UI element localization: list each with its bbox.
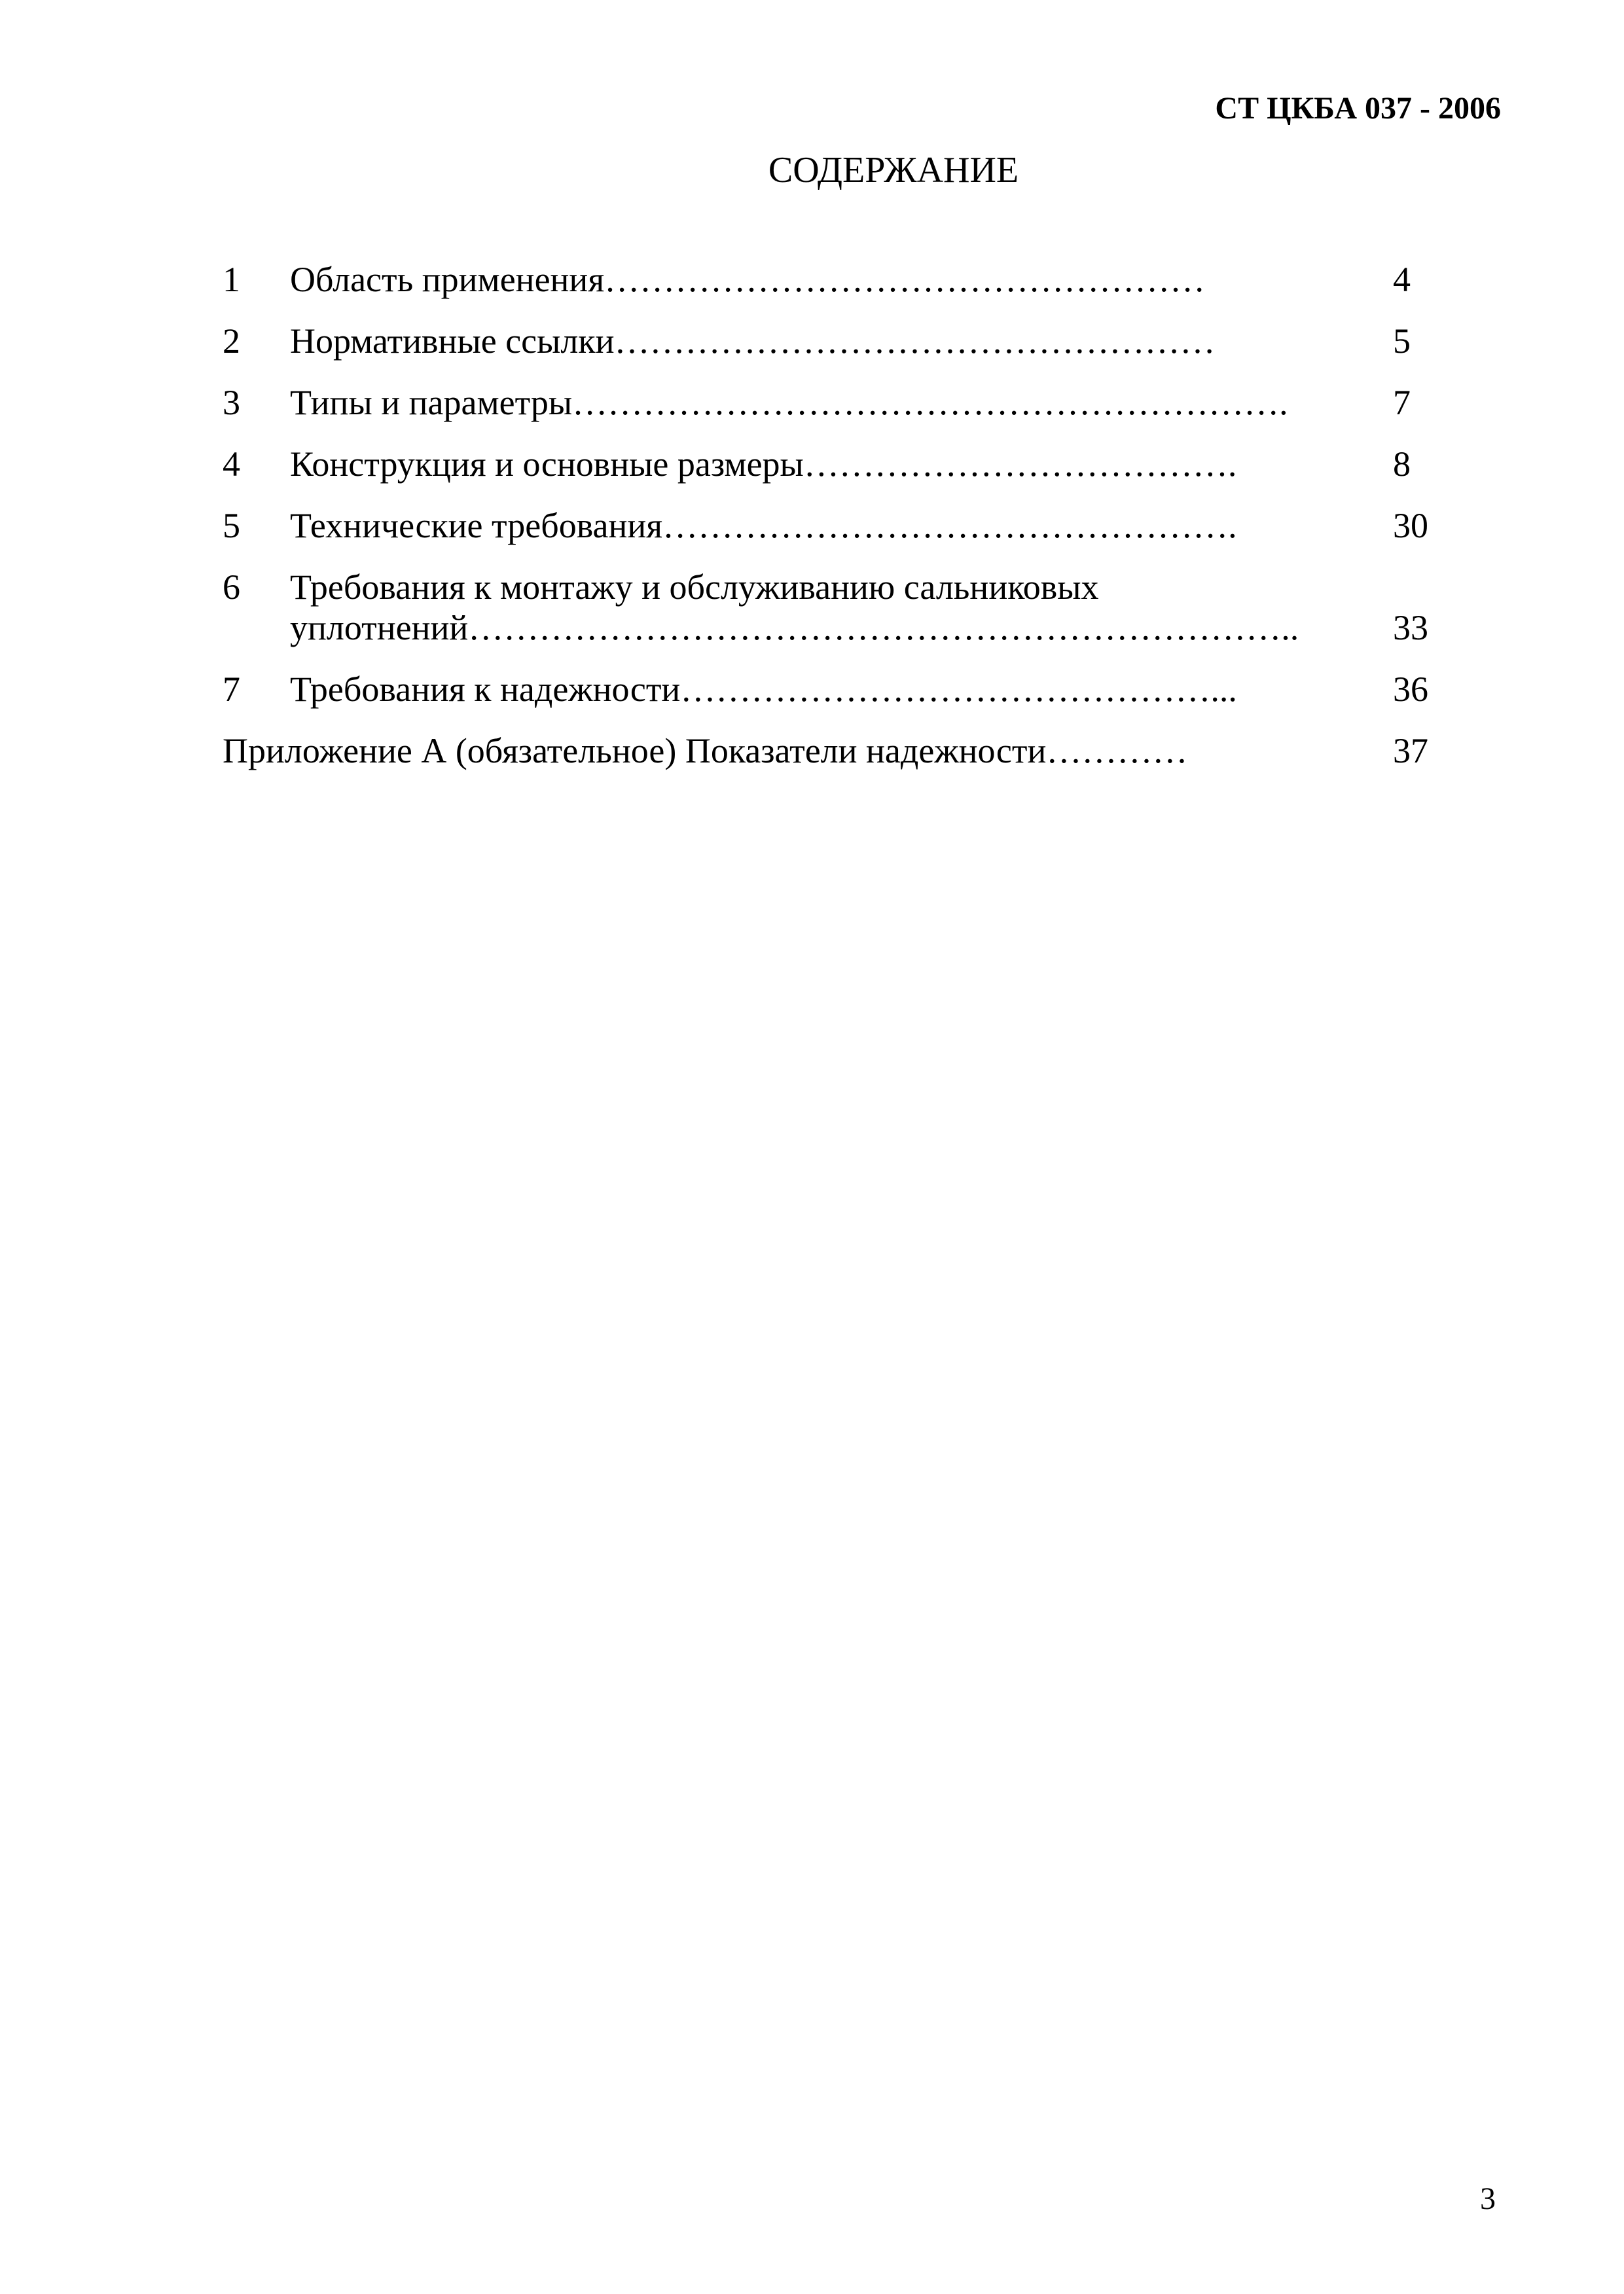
toc-entry-page: 36 <box>1393 670 1428 709</box>
toc-entry-title: Приложение А (обязательное) Показатели надежности………… <box>223 731 1188 770</box>
toc-entry-number: 4 <box>223 444 240 484</box>
table-of-contents <box>223 259 1453 792</box>
toc-entry-page: 4 <box>1393 260 1411 299</box>
toc-entry-title: Область применения…………………………………………… <box>290 260 1206 299</box>
toc-entry-6[interactable] <box>223 567 1453 669</box>
document-code: СТ ЦКБА 037 - 2006 <box>1215 91 1501 126</box>
toc-entry-title: Конструкция и основные размеры………………………………. <box>290 444 1237 484</box>
toc-entry-3[interactable] <box>223 382 1453 444</box>
page-number: 3 <box>1480 2181 1496 2216</box>
toc-entry-title: Типы и параметры……………………………………………………. <box>290 383 1288 422</box>
toc-entry-1[interactable] <box>223 259 1453 321</box>
toc-entry-number: 3 <box>223 383 240 422</box>
toc-entry-title <box>290 567 1299 648</box>
toc-entry-4[interactable] <box>223 444 1453 505</box>
toc-entry-page: 7 <box>1393 383 1411 422</box>
toc-entry-page: 37 <box>1393 731 1428 770</box>
page-title: СОДЕРЖАНИЕ <box>768 150 1019 190</box>
toc-entry-title: Требования к надежности………………………………………... <box>290 670 1237 709</box>
toc-entry-title-line1: Требования к монтажу и обслуживанию сальниковых <box>290 567 1099 607</box>
toc-entry-number: 5 <box>223 506 240 545</box>
toc-entry-number: 1 <box>223 260 240 299</box>
toc-entry-page: 33 <box>1393 608 1428 647</box>
toc-entry-page: 5 <box>1393 321 1411 361</box>
toc-entry-title: Нормативные ссылки…………………………………………… <box>290 321 1216 361</box>
toc-entry-page: 8 <box>1393 444 1411 484</box>
toc-entry-number: 2 <box>223 321 240 361</box>
toc-entry-number: 7 <box>223 670 240 709</box>
toc-entry-7[interactable] <box>223 669 1453 730</box>
toc-entry-appendix-a[interactable] <box>223 730 1453 792</box>
toc-entry-title-line2: уплотнений…………………………………………………………….. <box>290 608 1299 647</box>
toc-entry-page: 30 <box>1393 506 1428 545</box>
toc-entry-number: 6 <box>223 567 240 607</box>
toc-entry-2[interactable] <box>223 321 1453 382</box>
toc-entry-5[interactable] <box>223 505 1453 567</box>
toc-entry-title: Технические требования…………………………………………. <box>290 506 1237 545</box>
